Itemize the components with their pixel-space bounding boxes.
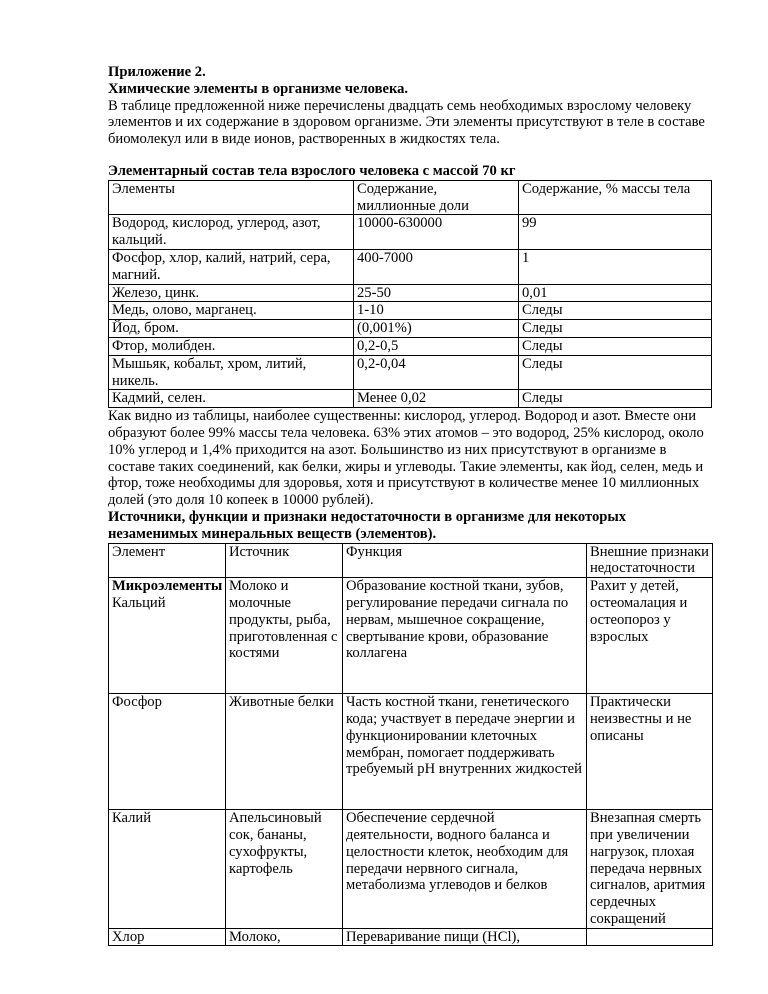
source-cell: Апельсиновый сок, бананы, сухофрукты, картофель: [226, 810, 343, 929]
table-cell: Фосфор, хлор, калий, натрий, сера, магний.: [109, 249, 354, 284]
table-row: [109, 694, 713, 810]
header-cell: Элемент: [109, 543, 226, 578]
element-cell: Хлор: [109, 928, 226, 946]
table-row: [109, 284, 712, 302]
source-cell: Молоко и молочные продукты, рыба, приготовленная с костями: [226, 578, 343, 694]
element-cell: Калий: [109, 810, 226, 929]
table-cell: 400-7000: [354, 249, 519, 284]
table-cell: Йод, бром.: [109, 320, 354, 338]
table-cell: Следы: [519, 320, 712, 338]
source-cell: Молоко,: [226, 928, 343, 946]
appendix-label: Приложение 2.: [108, 64, 206, 80]
signs-cell: Внезапная смерть при увеличении нагрузок, плохая передача нервных сигналов, аритмия сердечных сокращений: [587, 810, 713, 929]
table-header-row: [109, 543, 713, 578]
table-cell: Железо, цинк.: [109, 284, 354, 302]
document-page: [108, 64, 712, 946]
table-cell: Следы: [519, 355, 712, 390]
table-cell: Кадмий, селен.: [109, 390, 354, 408]
table-cell: 1: [519, 249, 712, 284]
signs-cell: [587, 928, 713, 946]
header-cell: Содержание, миллионные доли: [354, 180, 519, 215]
element-cell: Фосфор: [109, 694, 226, 810]
function-cell: Образование костной ткани, зубов, регулирование передачи сигнала по нервам, мышечное сокращение, свертывание крови, образование коллагена: [343, 578, 587, 694]
table-row: [109, 928, 713, 946]
table1-caption: Элементарный состав тела взрослого человека с массой 70 кг: [108, 162, 516, 179]
table-cell: Следы: [519, 302, 712, 320]
group-label: Микроэлементы: [112, 578, 223, 595]
element-cell: [109, 578, 226, 694]
header-cell: Источник: [226, 543, 343, 578]
table-cell: Менее 0,02: [354, 390, 519, 408]
table-cell: Водород, кислород, углерод, азот, кальций.: [109, 215, 354, 250]
page-title: Химические элементы в организме человека.: [108, 80, 409, 97]
table-cell: Следы: [519, 337, 712, 355]
table-row: [109, 215, 712, 250]
element-name: Кальций: [112, 594, 166, 611]
table-row: [109, 337, 712, 355]
signs-cell: Практически неизвестны и не описаны: [587, 694, 713, 810]
table-row: [109, 810, 713, 929]
minerals-functions-table: [108, 543, 713, 947]
table-cell: Мышьяк, кобальт, хром, литий, никель.: [109, 355, 354, 390]
table-row: [109, 320, 712, 338]
signs-cell: Рахит у детей, остеомалация и остеопороз у взрослых: [587, 578, 713, 694]
table-row: [109, 578, 713, 694]
source-cell: Животные белки: [226, 694, 343, 810]
analysis-paragraph: Как видно из таблицы, наиболее существенны: кислород, углерод. Водород и азот. Вместе они образуют более 99% массы тела человека. 63% этих атомов – это водород, 25% кислород, около 10% углерод и 1,4% приходится на азот. Большинство из них присутствуют в организме в составе таких соединений, как белки, жиры и углеводы. Такие элементы, как йод, селен, медь и фтор, тоже необходимы для здоровья, хотя и присутствуют в количестве менее 10 миллионных долей (это доля 10 копеек в 10000 рублей).: [108, 408, 704, 509]
table-cell: (0,001%): [354, 320, 519, 338]
table2-caption: Источники, функции и признаки недостаточности в организме для некоторых незаменимых минеральных веществ (элементов).: [108, 508, 627, 542]
header-cell: Функция: [343, 543, 587, 578]
table-row: [109, 390, 712, 408]
function-cell: Обеспечение сердечной деятельности, водного баланса и целостности клеток, необходим для передачи нервного сигнала, метаболизма углеводов и белков: [343, 810, 587, 929]
header-cell: Элементы: [109, 180, 354, 215]
header-cell: Содержание, % массы тела: [519, 180, 712, 215]
elements-composition-table: [108, 180, 712, 408]
table-cell: Следы: [519, 390, 712, 408]
table-cell: 0,2-0,5: [354, 337, 519, 355]
table-row: [109, 302, 712, 320]
table-cell: 10000-630000: [354, 215, 519, 250]
table-cell: 1-10: [354, 302, 519, 320]
table-cell: Фтор, молибден.: [109, 337, 354, 355]
table-cell: Медь, олово, марганец.: [109, 302, 354, 320]
table-header-row: [109, 180, 712, 215]
function-cell: Переваривание пищи (HCl),: [343, 928, 587, 946]
table-row: [109, 249, 712, 284]
intro-paragraph: В таблице предложенной ниже перечислены двадцать семь необходимых взрослому человеку элементов и их содержание в здоровом организме. Эти элементы присутствуют в теле в составе биомолекул или в виде ионов, растворенных в жидкостях тела.: [108, 97, 705, 148]
table-cell: 99: [519, 215, 712, 250]
table-row: [109, 355, 712, 390]
table-cell: 0,01: [519, 284, 712, 302]
header-cell: Внешние признаки недостаточности: [587, 543, 713, 578]
function-cell: Часть костной ткани, генетического кода; участвует в передаче энергии и функционировании клеточных мембран, помогает поддерживать требуемый pH внутренних жидкостей: [343, 694, 587, 810]
table-cell: 0,2-0,04: [354, 355, 519, 390]
table-cell: 25-50: [354, 284, 519, 302]
